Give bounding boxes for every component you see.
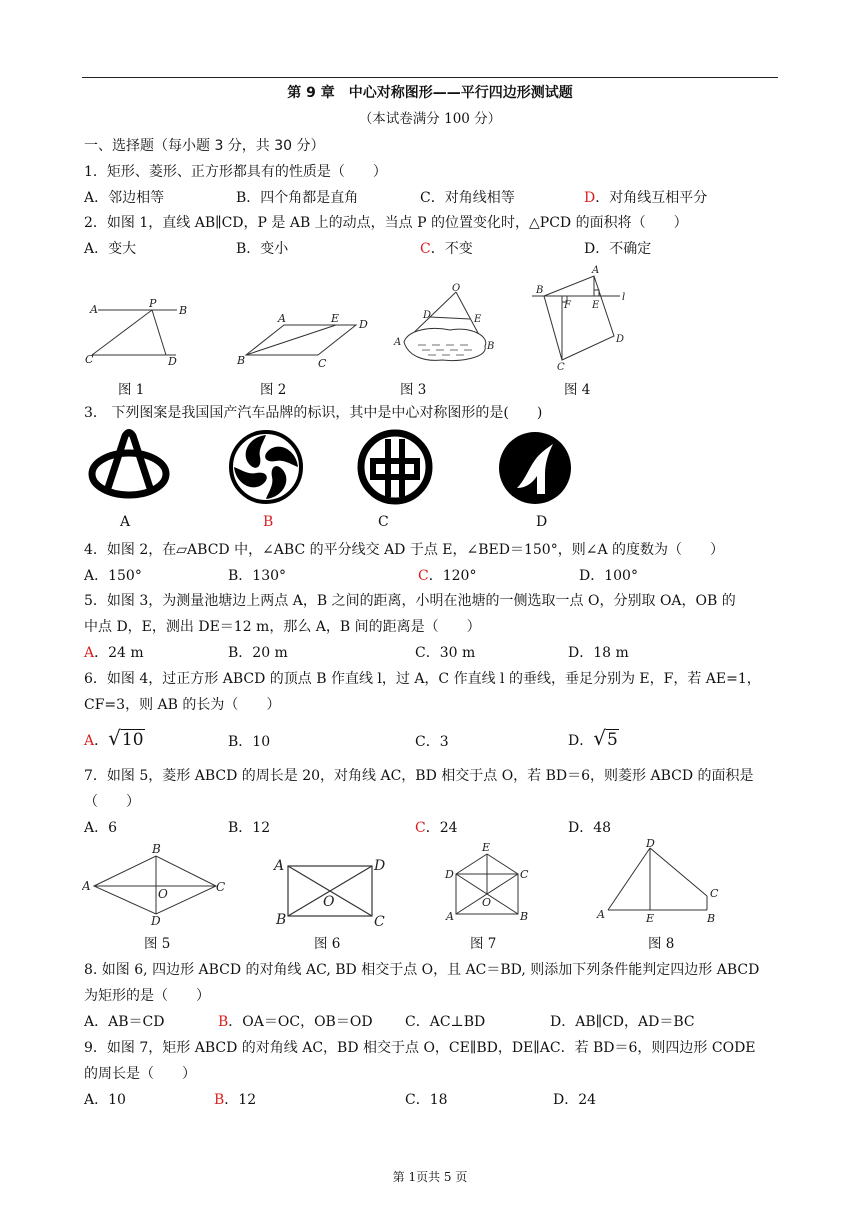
figure-6: [272, 852, 392, 928]
svg-text:D: D: [151, 914, 161, 928]
svg-text:A: A: [394, 337, 402, 348]
svg-text:E: E: [474, 314, 482, 325]
logo-a-icon: [88, 426, 170, 510]
question-1: 1．矩形、菱形、正方形都具有的性质是（ ）: [84, 164, 387, 180]
q3-option-d: D: [536, 514, 548, 530]
q5-option-d: D．18 m: [568, 645, 629, 661]
q6-option-b: B．10: [228, 734, 271, 750]
figure-2: [232, 308, 372, 370]
answer-letter: C: [420, 241, 431, 257]
svg-text:B: B: [152, 842, 161, 856]
svg-text:B: B: [487, 341, 495, 352]
svg-text:A: A: [82, 879, 91, 893]
logo-b-icon: [226, 427, 306, 507]
q7-option-d: D．48: [568, 820, 612, 836]
figure-7: [440, 840, 535, 930]
question-2: 2．如图 1，直线 AB∥CD，P 是 AB 上的动点，当点 P 的位置变化时，△PCD 的面积将（ ）: [84, 215, 688, 231]
option-text: ．24 m: [94, 645, 144, 661]
figure-3: [390, 282, 505, 374]
figure-1: [82, 285, 202, 375]
svg-text:D: D: [168, 355, 177, 368]
svg-text:B: B: [536, 285, 544, 296]
svg-text:O: O: [452, 283, 461, 294]
q1-option-a: A．邻边相等: [84, 190, 165, 206]
svg-text:C: C: [318, 357, 327, 370]
svg-text:D: D: [646, 838, 655, 850]
svg-text:D: D: [374, 858, 386, 874]
option-text: ．不变: [430, 241, 473, 257]
q8-option-d: D．AB∥CD，AD＝BC: [550, 1014, 695, 1030]
option-text: ．120°: [428, 568, 477, 584]
figure-4: [528, 264, 638, 374]
q2-option-b: B．变小: [236, 241, 289, 257]
option-text: ．对角线互相平分: [595, 190, 708, 206]
q1-option-d: [584, 187, 707, 207]
svg-text:A: A: [597, 908, 605, 921]
figure-7-caption: 图 7: [470, 936, 497, 952]
svg-text:C: C: [374, 914, 385, 928]
q8-option-a: A．AB＝CD: [84, 1014, 165, 1030]
figure-4-caption: 图 4: [564, 382, 591, 398]
q7-option-b: B．12: [228, 820, 271, 836]
option-text: ．12: [224, 1092, 257, 1108]
page-footer: 第 1页共 5 页: [392, 1170, 468, 1184]
radicand: 10: [121, 730, 144, 750]
figure-8: [592, 838, 722, 930]
q1-option-b: B．四个角都是直角: [236, 190, 359, 206]
svg-text:C: C: [85, 353, 94, 366]
answer-letter: A: [84, 645, 95, 661]
svg-text:C: C: [520, 868, 529, 881]
svg-text:B: B: [237, 354, 246, 367]
sqrt-5: √5: [593, 726, 618, 750]
page-subtitle: （本试卷满分 100 分）: [358, 111, 502, 127]
q8-option-c: C．AC⊥BD: [405, 1014, 486, 1030]
svg-text:E: E: [482, 841, 491, 854]
q2-option-a: A．变大: [84, 241, 137, 257]
header-rule: [82, 77, 778, 78]
svg-text:D: D: [445, 868, 454, 881]
q3-option-c: C: [378, 514, 389, 530]
svg-text:D: D: [359, 318, 368, 331]
q9-option-c: C．18: [405, 1092, 448, 1108]
svg-text:B: B: [276, 912, 287, 928]
svg-text:P: P: [149, 297, 157, 310]
logo-c-icon: [355, 427, 435, 507]
figure-6-caption: 图 6: [314, 936, 341, 952]
svg-text:F: F: [564, 300, 571, 311]
answer-letter: C: [415, 820, 426, 836]
q9-option-d: D．24: [553, 1092, 597, 1108]
svg-text:A: A: [446, 910, 454, 923]
q6-option-c: C．3: [415, 734, 449, 750]
q7-option-c: [415, 817, 458, 837]
svg-text:B: B: [520, 910, 529, 923]
question-5-line-2: 中点 D，E，测出 DE＝12 m，那么 A，B 间的距离是（ ）: [84, 619, 481, 635]
figure-3-caption: 图 3: [400, 382, 427, 398]
q3-option-b: B: [263, 514, 274, 530]
question-3: 3． 下列图案是我国国产汽车品牌的标识，其中是中心对称图形的是( ): [84, 405, 543, 421]
option-text: ．24: [425, 820, 458, 836]
logo-d-icon: [495, 428, 575, 508]
question-8-line-2: 为矩形的是（ ）: [84, 988, 210, 1004]
q9-option-a: A．10: [84, 1092, 126, 1108]
question-6-line-2: CF=3，则 AB 的长为（ ）: [84, 697, 281, 713]
svg-text:C: C: [710, 887, 719, 900]
svg-text:D: D: [616, 334, 625, 345]
radicand: 5: [606, 730, 618, 750]
figure-1-caption: 图 1: [118, 382, 145, 398]
q5-option-c: C．30 m: [415, 645, 476, 661]
svg-text:B: B: [707, 912, 716, 925]
answer-letter: A: [84, 733, 95, 749]
question-6-line-1: 6．如图 4，过正方形 ABCD 的顶点 B 作直线 l，过 A，C 作直线 l 的垂线，垂足分别为 E，F，若 AE=1，: [84, 671, 761, 687]
q4-option-b: B．130°: [228, 568, 287, 584]
svg-text:C: C: [557, 362, 565, 373]
svg-text:E: E: [592, 300, 600, 311]
question-7-line-1: 7．如图 5，菱形 ABCD 的周长是 20，对角线 AC，BD 相交于点 O，若 BD＝6，则菱形 ABCD 的面积是: [84, 768, 754, 784]
svg-text:A: A: [278, 312, 286, 325]
q3-option-a: A: [120, 514, 131, 530]
svg-text:O: O: [323, 894, 335, 910]
question-5-line-1: 5．如图 3，为测量池塘边上两点 A，B 之间的距离，小明在池塘的一侧选取一点 O，分别取 OA，OB 的: [84, 593, 736, 609]
q7-option-a: A．6: [84, 820, 118, 836]
answer-letter: B: [214, 1092, 225, 1108]
figure-2-caption: 图 2: [260, 382, 287, 398]
q4-option-d: D．100°: [579, 568, 638, 584]
svg-text:E: E: [646, 912, 655, 925]
q9-option-b: [214, 1089, 256, 1109]
svg-text:E: E: [331, 312, 340, 325]
answer-letter: C: [418, 568, 429, 584]
page-title: 第 9 章 中心对称图形——平行四边形测试题: [287, 85, 573, 101]
figure-5-caption: 图 5: [144, 936, 171, 952]
question-9-line-2: 的周长是（ ）: [84, 1066, 196, 1082]
svg-text:O: O: [482, 896, 492, 909]
svg-text:C: C: [216, 880, 226, 894]
svg-text:A: A: [592, 265, 600, 276]
q4-option-a: A．150°: [84, 568, 142, 584]
question-8-line-1: 8. 如图 6, 四边形 ABCD 的对角线 AC, BD 相交于点 O，且 AC＝BD, 则添加下列条件能判定四边形 ABCD: [84, 962, 760, 978]
figure-8-caption: 图 8: [648, 936, 675, 952]
q8-option-b: [218, 1011, 373, 1031]
option-label: D．: [568, 733, 594, 749]
question-9-line-1: 9．如图 7，矩形 ABCD 的对角线 AC，BD 相交于点 O，CE∥BD，DE∥AC．若 BD＝6，则四边形 CODE: [84, 1040, 756, 1056]
svg-text:O: O: [158, 887, 168, 901]
q5-option-a: [84, 642, 144, 662]
q5-option-b: B．20 m: [228, 645, 288, 661]
q6-option-a: [84, 726, 145, 750]
figure-5: [82, 842, 232, 928]
option-text: ．OA＝OC，OB＝OD: [228, 1014, 373, 1030]
sqrt-10: √10: [108, 726, 144, 750]
svg-text:B: B: [179, 304, 188, 317]
svg-text:l: l: [622, 292, 626, 303]
svg-text:A: A: [274, 858, 285, 874]
q4-option-c: [418, 565, 476, 585]
q6-option-d: [568, 726, 619, 750]
svg-text:A: A: [90, 303, 98, 316]
option-dot: ．: [94, 733, 109, 749]
q1-option-c: C．对角线相等: [420, 190, 515, 206]
question-7-line-2: （ ）: [84, 794, 140, 810]
question-4: 4．如图 2，在▱ABCD 中，∠ABC 的平分线交 AD 于点 E，∠BED＝150°，则∠A 的度数为（ ）: [84, 542, 725, 558]
q2-option-c: [420, 238, 473, 258]
q2-option-d: D．不确定: [584, 241, 652, 257]
answer-letter: B: [218, 1014, 229, 1030]
section-heading: 一、选择题（每小题 3 分，共 30 分）: [84, 138, 325, 154]
answer-letter: D: [584, 190, 596, 206]
svg-text:D: D: [423, 310, 432, 321]
